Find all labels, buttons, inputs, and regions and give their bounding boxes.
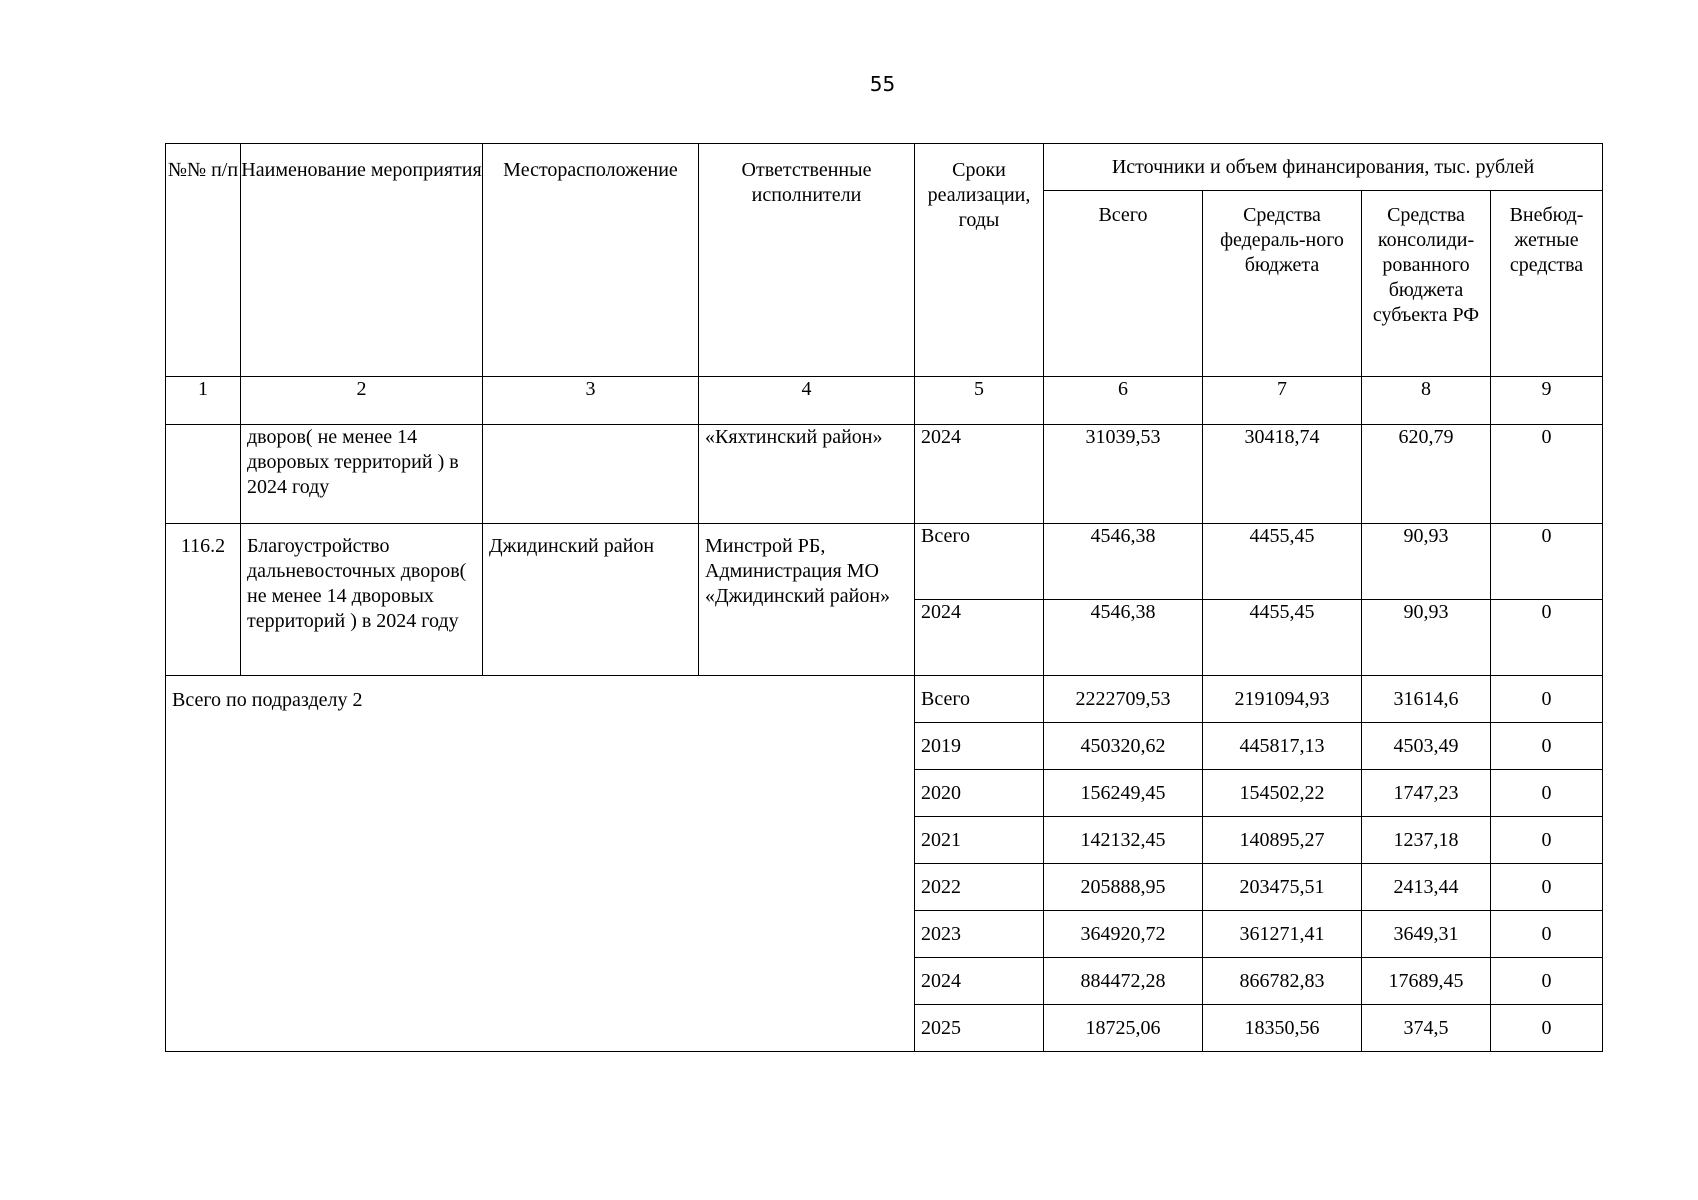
summary-extra: 0 xyxy=(1491,1005,1603,1052)
summary-federal: 866782,83 xyxy=(1203,958,1362,1005)
header-extrabudget: Внебюд-жетные средства xyxy=(1491,191,1603,377)
funding-table xyxy=(165,143,1603,1052)
summary-consolidated: 31614,6 xyxy=(1362,676,1491,723)
table-row xyxy=(166,425,1603,524)
summary-federal: 361271,41 xyxy=(1203,911,1362,958)
summary-consolidated: 1237,18 xyxy=(1362,817,1491,864)
summary-period: 2019 xyxy=(915,723,1044,770)
header-funding-group: Источники и объем финансирования, тыс. рублей xyxy=(1044,144,1603,191)
summary-consolidated: 17689,45 xyxy=(1362,958,1491,1005)
summary-federal: 18350,56 xyxy=(1203,1005,1362,1052)
colnum-1: 1 xyxy=(166,377,241,425)
summary-total: 884472,28 xyxy=(1044,958,1203,1005)
summary-federal: 140895,27 xyxy=(1203,817,1362,864)
row-extra: 0 xyxy=(1491,524,1603,600)
summary-federal: 154502,22 xyxy=(1203,770,1362,817)
summary-consolidated: 2413,44 xyxy=(1362,864,1491,911)
colnum-9: 9 xyxy=(1491,377,1603,425)
summary-federal: 203475,51 xyxy=(1203,864,1362,911)
colnum-2: 2 xyxy=(241,377,483,425)
row-period: 2024 xyxy=(915,600,1044,676)
summary-extra: 0 xyxy=(1491,864,1603,911)
summary-period: 2023 xyxy=(915,911,1044,958)
summary-period: Всего xyxy=(915,676,1044,723)
summary-consolidated: 3649,31 xyxy=(1362,911,1491,958)
row-responsible: «Кяхтинский район» xyxy=(699,425,915,524)
summary-extra: 0 xyxy=(1491,770,1603,817)
header-num: №№ п/п xyxy=(166,144,241,377)
row-federal: 4455,45 xyxy=(1203,524,1362,600)
table-header-row xyxy=(166,144,1603,191)
row-period: 2024 xyxy=(915,425,1044,524)
summary-extra: 0 xyxy=(1491,958,1603,1005)
row-name: Благоустройство дальневосточных дворов( не менее 14 дворовых территорий ) в 2024 году xyxy=(241,524,483,676)
row-consolidated: 90,93 xyxy=(1362,524,1491,600)
summary-total: 450320,62 xyxy=(1044,723,1203,770)
colnum-8: 8 xyxy=(1362,377,1491,425)
summary-total: 2222709,53 xyxy=(1044,676,1203,723)
row-num: 116.2 xyxy=(166,524,241,676)
summary-extra: 0 xyxy=(1491,676,1603,723)
summary-row xyxy=(166,676,1603,723)
summary-consolidated: 4503,49 xyxy=(1362,723,1491,770)
header-consolidated: Средства консолиди-рованного бюджета субъекта РФ xyxy=(1362,191,1491,377)
header-name: Наименование мероприятия xyxy=(241,144,483,377)
row-period: Всего xyxy=(915,524,1044,600)
row-location: Джидинский район xyxy=(483,524,699,676)
summary-period: 2020 xyxy=(915,770,1044,817)
page-number: 55 xyxy=(869,72,896,96)
row-total: 31039,53 xyxy=(1044,425,1203,524)
summary-consolidated: 1747,23 xyxy=(1362,770,1491,817)
summary-period: 2022 xyxy=(915,864,1044,911)
summary-period: 2025 xyxy=(915,1005,1044,1052)
row-num xyxy=(166,425,241,524)
summary-extra: 0 xyxy=(1491,817,1603,864)
summary-total: 142132,45 xyxy=(1044,817,1203,864)
row-federal: 30418,74 xyxy=(1203,425,1362,524)
summary-total: 205888,95 xyxy=(1044,864,1203,911)
row-location xyxy=(483,425,699,524)
colnum-5: 5 xyxy=(915,377,1044,425)
row-consolidated: 90,93 xyxy=(1362,600,1491,676)
summary-extra: 0 xyxy=(1491,723,1603,770)
row-name: дворов( не менее 14 дворовых территорий ) в 2024 году xyxy=(241,425,483,524)
summary-label: Всего по подразделу 2 xyxy=(166,676,915,1052)
row-total: 4546,38 xyxy=(1044,600,1203,676)
header-location: Месторасположение xyxy=(483,144,699,377)
row-consolidated: 620,79 xyxy=(1362,425,1491,524)
summary-total: 18725,06 xyxy=(1044,1005,1203,1052)
header-total: Всего xyxy=(1044,191,1203,377)
colnum-3: 3 xyxy=(483,377,699,425)
summary-extra: 0 xyxy=(1491,911,1603,958)
header-period: Сроки реализации, годы xyxy=(915,144,1044,377)
summary-federal: 445817,13 xyxy=(1203,723,1362,770)
summary-total: 364920,72 xyxy=(1044,911,1203,958)
colnum-4: 4 xyxy=(699,377,915,425)
colnum-7: 7 xyxy=(1203,377,1362,425)
summary-period: 2021 xyxy=(915,817,1044,864)
summary-period: 2024 xyxy=(915,958,1044,1005)
colnum-6: 6 xyxy=(1044,377,1203,425)
header-federal: Средства федераль-ного бюджета xyxy=(1203,191,1362,377)
column-number-row xyxy=(166,377,1603,425)
row-extra: 0 xyxy=(1491,425,1603,524)
summary-consolidated: 374,5 xyxy=(1362,1005,1491,1052)
summary-total: 156249,45 xyxy=(1044,770,1203,817)
row-federal: 4455,45 xyxy=(1203,600,1362,676)
row-responsible: Минстрой РБ, Администрация МО «Джидинский район» xyxy=(699,524,915,676)
header-responsible: Ответственные исполнители xyxy=(699,144,915,377)
table-row xyxy=(166,524,1603,600)
row-extra: 0 xyxy=(1491,600,1603,676)
row-total: 4546,38 xyxy=(1044,524,1203,600)
summary-federal: 2191094,93 xyxy=(1203,676,1362,723)
